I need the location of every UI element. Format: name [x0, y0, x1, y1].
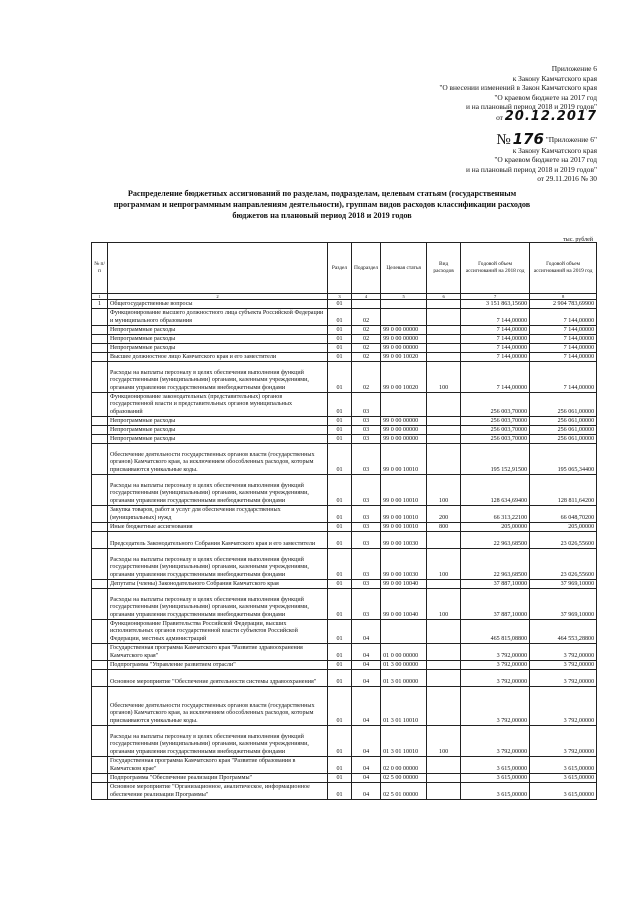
table-row	[92, 549, 597, 580]
row-section: 01	[328, 309, 352, 326]
row-2018: 3 151 863,15600	[461, 300, 530, 309]
row-subsection: 03	[352, 435, 381, 444]
row-2018: 256 003,70000	[461, 417, 530, 426]
table-row	[92, 344, 597, 353]
handwritten-number: 176	[512, 130, 544, 148]
row-subsection: 03	[352, 523, 381, 532]
row-target: 01 3 01 10010	[381, 726, 427, 757]
row-target: 99 0 00 10030	[381, 549, 427, 580]
row-section: 01	[328, 362, 352, 393]
header-section: Раздел	[328, 243, 352, 294]
row-section: 01	[328, 444, 352, 475]
row-section: 01	[328, 475, 352, 506]
row-2019: 37 969,10000	[530, 580, 597, 589]
row-2018: 37 887,10000	[461, 580, 530, 589]
appendix-line: "О краевом бюджете на 2017 год	[494, 155, 597, 165]
row-name: Обеспечение деятельности государственных органов власти (государственных органов) Камчатского края, за исключением обособленных расходов, которым присваиваются уникальные коды.	[108, 687, 328, 726]
row-expense-type	[427, 670, 461, 687]
table-header-row	[92, 243, 597, 294]
row-target: 99 0 00 00000	[381, 426, 427, 435]
row-num	[92, 549, 108, 580]
row-subsection: 04	[352, 726, 381, 757]
table-row	[92, 475, 597, 506]
document-title: Распределение бюджетных ассигнований по разделам, подразделам, целевым статьям (государственным программам и непрограммным направлениям деятельности), группам видов расходов классификации расходов бюджетов на плановый период 2018 и 2019 годов	[113, 189, 531, 220]
appendix-line: "О краевом бюджете на 2017 год	[494, 92, 597, 102]
appendix-line: и на плановый период 2018 и 2019 годов"	[465, 102, 597, 112]
row-target: 99 0 00 00000	[381, 435, 427, 444]
table-row	[92, 300, 597, 309]
row-subsection: 02	[352, 335, 381, 344]
appendix-line: и на плановый период 2018 и 2019 годов"	[465, 164, 597, 174]
row-2018: 22 963,68500	[461, 532, 530, 549]
row-section: 01	[328, 549, 352, 580]
row-name: Непрограммные расходы	[108, 326, 328, 335]
row-expense-type	[427, 687, 461, 726]
row-expense-type	[427, 783, 461, 800]
row-2019: 256 061,00000	[530, 393, 597, 417]
header-expense-type: Вид расходов	[427, 243, 461, 294]
row-target: 99 0 00 10020	[381, 362, 427, 393]
row-expense-type: 100	[427, 475, 461, 506]
row-section: 01	[328, 644, 352, 661]
row-target: 99 0 00 00000	[381, 417, 427, 426]
row-target: 02 5 01 00000	[381, 783, 427, 800]
row-section: 01	[328, 757, 352, 774]
row-expense-type	[427, 757, 461, 774]
row-subsection: 04	[352, 620, 381, 644]
row-target: 99 0 00 10030	[381, 532, 427, 549]
row-2019: 256 061,00000	[530, 435, 597, 444]
row-num	[92, 426, 108, 435]
table-row	[92, 687, 597, 726]
row-section: 01	[328, 435, 352, 444]
appendix-line: Приложение 6	[551, 64, 597, 73]
header-2019: Годовой объем ассигнований на 2019 год	[530, 243, 597, 294]
appendix-line: от 29.11.2016 № 30	[537, 174, 597, 184]
row-subsection: 03	[352, 417, 381, 426]
row-num	[92, 435, 108, 444]
row-num	[92, 644, 108, 661]
row-name: Общегосударственные вопросы	[108, 300, 328, 309]
row-num	[92, 523, 108, 532]
row-subsection: 04	[352, 757, 381, 774]
row-num	[92, 661, 108, 670]
row-2019: 2 904 783,69900	[530, 300, 597, 309]
row-subsection: 02	[352, 344, 381, 353]
row-target: 99 0 00 10040	[381, 589, 427, 620]
row-2018: 195 152,91500	[461, 444, 530, 475]
row-2019: 3 792,00000	[530, 661, 597, 670]
row-name: Расходы на выплаты персоналу в целях обеспечения выполнения функций государственными (муниципальными) органами, казенными учреждениями, органами управления государственными внебюджетными фондами	[108, 549, 328, 580]
table-row	[92, 774, 597, 783]
row-expense-type	[427, 335, 461, 344]
row-expense-type: 100	[427, 549, 461, 580]
table-row	[92, 417, 597, 426]
row-2019: 464 553,28800	[530, 620, 597, 644]
row-2019: 3 792,00000	[530, 644, 597, 661]
row-name: Закупка товаров, работ и услуг для обеспечения государственных (муниципальных) нужд	[108, 506, 328, 523]
row-num	[92, 532, 108, 549]
row-num	[92, 774, 108, 783]
column-number: 1	[92, 294, 108, 300]
row-target: 01 3 01 00000	[381, 670, 427, 687]
row-subsection: 03	[352, 444, 381, 475]
row-2019: 7 144,00000	[530, 309, 597, 326]
table-row	[92, 580, 597, 589]
row-expense-type	[427, 300, 461, 309]
row-num	[92, 506, 108, 523]
row-target: 99 0 00 10010	[381, 475, 427, 506]
row-2018: 3 615,00000	[461, 783, 530, 800]
row-2019: 3 615,00000	[530, 774, 597, 783]
header-2018: Годовой объем ассигнований на 2018 год	[461, 243, 530, 294]
row-2018: 7 144,00000	[461, 326, 530, 335]
row-name: Непрограммные расходы	[108, 344, 328, 353]
row-expense-type: 100	[427, 726, 461, 757]
row-num	[92, 417, 108, 426]
row-2019: 3 615,00000	[530, 783, 597, 800]
row-name: Непрограммные расходы	[108, 426, 328, 435]
row-expense-type	[427, 644, 461, 661]
row-subsection: 03	[352, 506, 381, 523]
row-2019: 3 792,00000	[530, 670, 597, 687]
row-expense-type	[427, 580, 461, 589]
row-num	[92, 393, 108, 417]
row-name: Расходы на выплаты персоналу в целях обеспечения выполнения функций государственными (муниципальными) органами, казенными учреждениями, органами управления государственными внебюджетными фондами	[108, 589, 328, 620]
row-name: Основное мероприятие "Обеспечение деятельности системы здравоохранения"	[108, 670, 328, 687]
table-row	[92, 435, 597, 444]
row-2018: 7 144,00000	[461, 335, 530, 344]
table-row	[92, 523, 597, 532]
row-name: Основное мероприятие "Организационное, аналитическое, информационное обеспечение реализации Программы"	[108, 783, 328, 800]
row-2018: 37 887,10000	[461, 589, 530, 620]
row-expense-type	[427, 417, 461, 426]
row-num	[92, 344, 108, 353]
row-num	[92, 444, 108, 475]
table-row	[92, 757, 597, 774]
row-target: 01 3 00 00000	[381, 661, 427, 670]
row-target: 99 0 00 00000	[381, 335, 427, 344]
appendix-header-old	[465, 130, 597, 184]
row-2018: 66 313,22100	[461, 506, 530, 523]
row-target: 99 0 00 00000	[381, 326, 427, 335]
row-num	[92, 687, 108, 726]
table-row	[92, 532, 597, 549]
header-target: Целевая статья	[381, 243, 427, 294]
row-num	[92, 620, 108, 644]
row-subsection: 02	[352, 309, 381, 326]
row-2018: 256 003,70000	[461, 393, 530, 417]
table-row	[92, 309, 597, 326]
row-name: Непрограммные расходы	[108, 335, 328, 344]
header-subsection: Подраздел	[352, 243, 381, 294]
row-expense-type	[427, 444, 461, 475]
row-num	[92, 362, 108, 393]
row-2019: 3 615,00000	[530, 757, 597, 774]
row-2019: 256 061,00000	[530, 426, 597, 435]
row-name: Функционирование Правительства Российской Федерации, высших исполнительных органов государственной власти субъектов Российской Федерации, местных администраций	[108, 620, 328, 644]
header-num: № п/п	[92, 243, 108, 294]
table-row	[92, 644, 597, 661]
row-subsection: 04	[352, 687, 381, 726]
row-expense-type	[427, 426, 461, 435]
row-name: Обеспечение деятельности государственных органов власти (государственных органов) Камчатского края, за исключением обособленных расходов, которым присваиваются уникальные коды.	[108, 444, 328, 475]
row-2019: 256 061,00000	[530, 417, 597, 426]
row-2019: 7 144,00000	[530, 344, 597, 353]
row-2019: 37 969,10000	[530, 589, 597, 620]
column-number: 5	[381, 294, 427, 300]
column-number: 7	[461, 294, 530, 300]
table-row	[92, 353, 597, 362]
row-expense-type: 200	[427, 506, 461, 523]
row-target: 99 0 00 10020	[381, 353, 427, 362]
row-section: 01	[328, 417, 352, 426]
row-num: 1	[92, 300, 108, 309]
row-2019: 128 811,64200	[530, 475, 597, 506]
appendix-line: "О внесении изменений в Закон Камчатского края	[439, 83, 597, 93]
row-section: 01	[328, 523, 352, 532]
row-expense-type	[427, 435, 461, 444]
row-name: Функционирование законодательных (представительных) органов государственной власти и представительных органов муниципальных образований	[108, 393, 328, 417]
budget-table	[91, 242, 597, 800]
table-row	[92, 426, 597, 435]
row-expense-type	[427, 774, 461, 783]
row-section: 01	[328, 344, 352, 353]
table-row	[92, 589, 597, 620]
row-expense-type	[427, 532, 461, 549]
row-target	[381, 620, 427, 644]
row-2018: 3 792,00000	[461, 726, 530, 757]
column-number: 4	[352, 294, 381, 300]
row-target: 02 5 00 00000	[381, 774, 427, 783]
row-subsection: 02	[352, 326, 381, 335]
row-expense-type: 800	[427, 523, 461, 532]
row-2018: 7 144,00000	[461, 309, 530, 326]
row-section: 01	[328, 783, 352, 800]
row-2019: 7 144,00000	[530, 353, 597, 362]
table-row	[92, 362, 597, 393]
row-subsection	[352, 300, 381, 309]
row-num	[92, 326, 108, 335]
row-section: 01	[328, 506, 352, 523]
appendix-header-new	[439, 64, 597, 123]
row-expense-type	[427, 661, 461, 670]
row-name: Государственная программа Камчатского края "Развитие образования в Камчатском крае"	[108, 757, 328, 774]
row-num	[92, 335, 108, 344]
row-2019: 23 026,55600	[530, 549, 597, 580]
row-2018: 256 003,70000	[461, 426, 530, 435]
row-section: 01	[328, 589, 352, 620]
row-subsection: 03	[352, 589, 381, 620]
table-row	[92, 661, 597, 670]
row-num	[92, 580, 108, 589]
row-section: 01	[328, 661, 352, 670]
row-subsection: 04	[352, 661, 381, 670]
appendix-line: "Приложение 6"	[545, 135, 597, 144]
row-name: Непрограммные расходы	[108, 435, 328, 444]
table-row	[92, 506, 597, 523]
row-expense-type	[427, 344, 461, 353]
row-target: 99 0 00 10010	[381, 506, 427, 523]
table-row	[92, 335, 597, 344]
row-name: Председатель Законодательного Собрания Камчатского края и его заместители	[108, 532, 328, 549]
row-section: 01	[328, 300, 352, 309]
row-num	[92, 757, 108, 774]
row-subsection: 03	[352, 475, 381, 506]
row-target: 99 0 00 10010	[381, 523, 427, 532]
row-expense-type	[427, 326, 461, 335]
table-row	[92, 326, 597, 335]
row-2018: 3 792,00000	[461, 644, 530, 661]
row-section: 01	[328, 426, 352, 435]
row-section: 01	[328, 393, 352, 417]
row-section: 01	[328, 774, 352, 783]
row-2018: 22 963,68500	[461, 549, 530, 580]
row-name: Расходы на выплаты персоналу в целях обеспечения выполнения функций государственными (муниципальными) органами, казенными учреждениями, органами управления государственными внебюджетными фондами	[108, 362, 328, 393]
row-subsection: 03	[352, 393, 381, 417]
row-target	[381, 300, 427, 309]
row-num	[92, 353, 108, 362]
row-2019: 7 144,00000	[530, 326, 597, 335]
row-section: 01	[328, 726, 352, 757]
row-target: 99 0 00 10010	[381, 444, 427, 475]
appendix-number	[466, 130, 597, 148]
row-target: 99 0 00 10040	[381, 580, 427, 589]
row-2019: 3 792,00000	[530, 726, 597, 757]
row-name: Высшее должностное лицо Камчатского края и его заместители	[108, 353, 328, 362]
row-section: 01	[328, 335, 352, 344]
row-2019: 23 026,55600	[530, 532, 597, 549]
row-num	[92, 475, 108, 506]
row-name: Государственная программа Камчатского края "Развитие здравоохранения Камчатского края"	[108, 644, 328, 661]
column-number: 2	[108, 294, 328, 300]
row-subsection: 02	[352, 362, 381, 393]
row-name: Депутаты (члены) Законодательного Собрания Камчатского края	[108, 580, 328, 589]
row-expense-type	[427, 353, 461, 362]
row-expense-type	[427, 309, 461, 326]
appendix-date	[439, 108, 597, 124]
row-2019: 7 144,00000	[530, 335, 597, 344]
row-2019: 205,00000	[530, 523, 597, 532]
row-2019: 7 144,00000	[530, 362, 597, 393]
table-row	[92, 620, 597, 644]
header-name	[108, 243, 328, 294]
row-target: 02 0 00 00000	[381, 757, 427, 774]
row-2018: 3 792,00000	[461, 661, 530, 670]
row-subsection: 04	[352, 670, 381, 687]
row-section: 01	[328, 670, 352, 687]
row-subsection: 03	[352, 532, 381, 549]
row-subsection: 03	[352, 426, 381, 435]
row-num	[92, 589, 108, 620]
row-section: 01	[328, 532, 352, 549]
row-name: Непрограммные расходы	[108, 417, 328, 426]
row-target: 01 3 01 10010	[381, 687, 427, 726]
row-num	[92, 726, 108, 757]
row-name: Функционирование высшего должностного лица субъекта Российской Федерации и муниципального образования	[108, 309, 328, 326]
table-row	[92, 444, 597, 475]
handwritten-date: 20.12.2017	[504, 108, 597, 124]
row-expense-type	[427, 393, 461, 417]
row-2019: 195 065,34400	[530, 444, 597, 475]
row-section: 01	[328, 687, 352, 726]
row-subsection: 04	[352, 774, 381, 783]
row-2018: 128 634,69400	[461, 475, 530, 506]
row-name: Расходы на выплаты персоналу в целях обеспечения выполнения функций государственными (муниципальными) органами, казенными учреждениями, органами управления государственными внебюджетными фондами	[108, 726, 328, 757]
row-subsection: 04	[352, 783, 381, 800]
row-2018: 465 815,08800	[461, 620, 530, 644]
row-2018: 7 144,00000	[461, 362, 530, 393]
row-num	[92, 309, 108, 326]
row-2018: 3 615,00000	[461, 774, 530, 783]
units-label: тыс. рублей	[563, 237, 593, 243]
row-section: 01	[328, 580, 352, 589]
column-number: 3	[328, 294, 352, 300]
row-name: Подпрограмма "Обеспечение реализации Программы"	[108, 774, 328, 783]
table-row	[92, 670, 597, 687]
date-prefix: от	[496, 112, 503, 122]
row-expense-type: 100	[427, 362, 461, 393]
number-prefix: №	[496, 132, 511, 148]
row-num	[92, 670, 108, 687]
row-2018: 256 003,70000	[461, 435, 530, 444]
row-num	[92, 783, 108, 800]
column-number: 8	[530, 294, 597, 300]
row-2018: 3 792,00000	[461, 687, 530, 726]
row-2019: 66 048,70200	[530, 506, 597, 523]
row-name: Расходы на выплаты персоналу в целях обеспечения выполнения функций государственными (муниципальными) органами, казенными учреждениями, органами управления государственными внебюджетными фондами	[108, 475, 328, 506]
row-subsection: 03	[352, 580, 381, 589]
row-name: Подпрограмма "Управление развитием отрасли"	[108, 661, 328, 670]
row-subsection: 04	[352, 644, 381, 661]
row-target	[381, 393, 427, 417]
row-2018: 7 144,00000	[461, 353, 530, 362]
row-target: 01 0 00 00000	[381, 644, 427, 661]
table-row	[92, 726, 597, 757]
row-subsection: 02	[352, 353, 381, 362]
row-section: 01	[328, 326, 352, 335]
row-2018: 3 792,00000	[461, 670, 530, 687]
row-expense-type: 100	[427, 589, 461, 620]
table-row	[92, 393, 597, 417]
row-subsection: 03	[352, 549, 381, 580]
row-section: 01	[328, 353, 352, 362]
appendix-line: к Закону Камчатского края	[512, 145, 597, 155]
appendix-line: к Закону Камчатского края	[512, 73, 597, 83]
row-2019: 3 792,00000	[530, 687, 597, 726]
row-2018: 205,00000	[461, 523, 530, 532]
column-number: 6	[427, 294, 461, 300]
row-name: Иные бюджетные ассигнования	[108, 523, 328, 532]
row-target: 99 0 00 00000	[381, 344, 427, 353]
row-expense-type	[427, 620, 461, 644]
row-2018: 3 615,00000	[461, 757, 530, 774]
row-2018: 7 144,00000	[461, 344, 530, 353]
table-row	[92, 783, 597, 800]
row-target	[381, 309, 427, 326]
row-section: 01	[328, 620, 352, 644]
